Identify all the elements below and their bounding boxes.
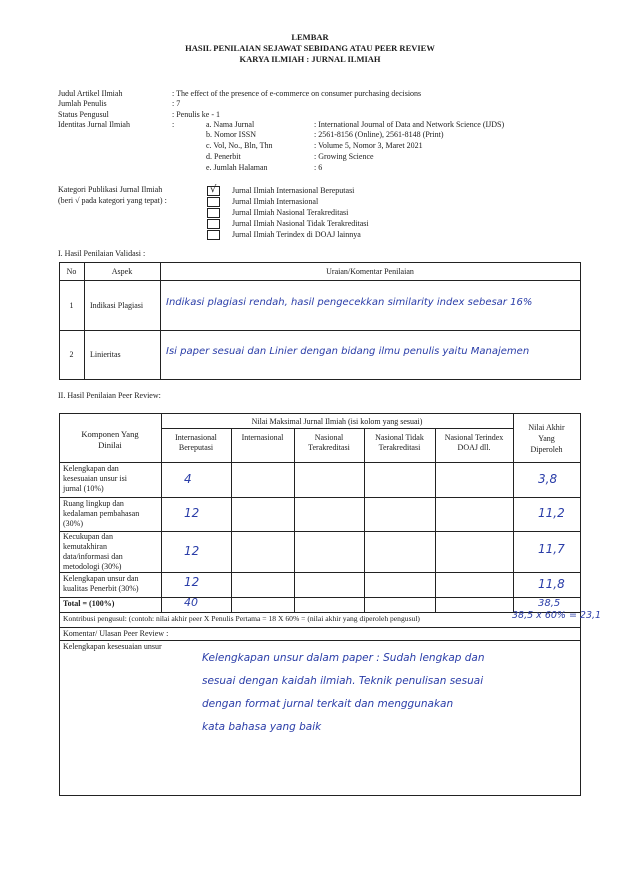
row-max-value: 12: [184, 544, 200, 558]
row-no: 1: [69, 301, 74, 310]
row-label: Ruang lingkup dan: [63, 499, 124, 508]
kategori-label: Kategori Publikasi Jurnal Ilmiah: [58, 185, 163, 194]
kategori-hint: (beri √ pada kategori yang tepat) :: [58, 196, 167, 205]
subcol-tidak-terakreditasi-2: Terakreditasi: [378, 443, 421, 452]
komentar-line: kata bahasa yang baik: [202, 721, 322, 733]
nilai-akhir-header-2: Yang: [538, 434, 555, 443]
checkbox-doaj[interactable]: [207, 230, 220, 240]
row-final-value: 11,8: [538, 577, 565, 591]
row-max-value: 4: [184, 472, 192, 486]
status-pengusul-label: Status Pengusul: [58, 110, 109, 119]
jumlah-halaman-label: e. Jumlah Halaman: [206, 163, 268, 172]
row-label: Kecukupan dan: [63, 532, 113, 541]
subcol-int-bereputasi-1: Internasional: [175, 433, 217, 442]
volume-label: c. Vol, No., Bln, Thn: [206, 141, 273, 150]
header-lembar: LEMBAR: [291, 32, 329, 42]
col-no: No: [66, 267, 77, 276]
status-pengusul-value: : Penulis ke - 1: [172, 110, 220, 119]
judul-label: Judul Artikel Ilmiah: [58, 89, 123, 98]
row-label: kesesuaian unsur isi: [63, 474, 127, 483]
komponen-header-1: Komponen Yang: [81, 429, 139, 439]
jumlah-halaman-value: : 6: [314, 163, 323, 172]
nilai-max-header: Nilai Maksimal Jurnal Ilmiah (isi kolom yang sesuai): [251, 417, 423, 426]
penerbit-value: : Growing Science: [314, 152, 374, 161]
row-label: kemutakhiran: [63, 542, 107, 551]
checkbox-nasional-terakreditasi[interactable]: [207, 208, 220, 218]
komentar-sub: Kelengkapan kesesuaian unsur: [63, 642, 162, 651]
row-aspek: Linieritas: [90, 350, 121, 359]
row-label: (30%): [63, 519, 83, 528]
subcol-nasional-2: Terakreditasi: [308, 443, 350, 452]
identitas-label: Identitas Jurnal Ilmiah: [58, 120, 130, 129]
checkbox-internasional[interactable]: [207, 197, 220, 207]
total-label: Total = (100%): [63, 599, 115, 608]
volume-value: : Volume 5, Nomor 3, Maret 2021: [314, 141, 423, 150]
penerbit-label: d. Penerbit: [206, 152, 241, 161]
subcol-tidak-terakreditasi-1: Nasional Tidak: [375, 433, 424, 442]
komentar-title: Komentar/ Ulasan Peer Review :: [63, 629, 169, 638]
row-label: Kelengkapan dan: [63, 464, 119, 473]
nilai-akhir-header-3: Diperoleh: [530, 445, 563, 454]
row-label: data/informasi dan: [63, 552, 123, 561]
row-label: kualitas Penerbit (30%): [63, 584, 139, 593]
row-final-value: 11,7: [538, 542, 565, 556]
row-final-value: 11,2: [538, 506, 565, 520]
subcol-doaj-2: DOAJ dll.: [457, 443, 491, 452]
nilai-akhir-header-1: Nilai Akhir: [528, 423, 565, 432]
option-nasional-terakreditasi: Jurnal Ilmiah Nasional Terakreditasi: [232, 208, 349, 217]
subcol-internasional: Internasional: [241, 433, 284, 442]
option-doaj: Jurnal Ilmiah Terindex di DOAJ lainnya: [232, 230, 361, 239]
judul-value: : The effect of the presence of e-commerce on consumer purchasing decisions: [172, 89, 422, 98]
komentar-line: Kelengkapan unsur dalam paper : Sudah lengkap dan: [202, 652, 485, 664]
option-internasional-bereputasi: Jurnal Ilmiah Internasional Bereputasi: [232, 186, 355, 195]
kontribusi-text: Kontribusi pengusul: (contoh: nilai akhir peer X Penulis Pertama = 18 X 60% = (nilai akhir yang diperoleh pengusul): [63, 614, 420, 623]
row-final-value: 3,8: [538, 472, 558, 486]
komponen-header-2: Dinilai: [98, 440, 122, 450]
option-internasional: Jurnal Ilmiah Internasional: [232, 197, 319, 206]
row-max-value: 12: [184, 506, 200, 520]
row-comment: Indikasi plagiasi rendah, hasil pengecekkan similarity index sebesar 16%: [166, 297, 533, 308]
kontribusi-value: 38,5 x 60% = 23,1: [512, 610, 602, 621]
identitas-colon: :: [172, 120, 175, 129]
jumlah-penulis-label: Jumlah Penulis: [58, 99, 107, 108]
row-max-value: 12: [184, 575, 200, 589]
row-label: Kelengkapan unsur dan: [63, 574, 139, 583]
row-label: metodologi (30%): [63, 562, 122, 571]
issn-value: : 2561-8156 (Online), 2561-8148 (Print): [314, 130, 444, 139]
header-subtitle: KARYA ILMIAH : JURNAL ILMIAH: [239, 54, 381, 64]
col-aspek: Aspek: [111, 267, 133, 276]
row-label: jurnal (10%): [63, 484, 104, 493]
row-no: 2: [69, 350, 74, 359]
total-final-value: 38,5: [538, 598, 561, 609]
subcol-nasional-1: Nasional: [314, 433, 344, 442]
check-icon: √: [210, 184, 217, 195]
nama-jurnal-label: a. Nama Jurnal: [206, 120, 255, 129]
header-title: HASIL PENILAIAN SEJAWAT SEBIDANG ATAU PEER REVIEW: [185, 43, 435, 53]
option-nasional-tidak-terakreditasi: Jurnal Ilmiah Nasional Tidak Terakreditasi: [232, 219, 369, 228]
row-label: kedalaman pembahasan: [63, 509, 140, 518]
checkbox-nasional-tidak-terakreditasi[interactable]: [207, 219, 220, 229]
validasi-title: I. Hasil Penilaian Validasi :: [58, 249, 146, 258]
total-max-value: 40: [184, 596, 198, 609]
komentar-line: dengan format jurnal terkait dan menggunakan: [202, 698, 454, 710]
checkbox-internasional-bereputasi[interactable]: [207, 186, 220, 196]
issn-label: b. Nomor ISSN: [206, 130, 257, 139]
subcol-int-bereputasi-2: Bereputasi: [178, 443, 214, 452]
subcol-doaj-1: Nasional Terindex: [444, 433, 504, 442]
komentar-line: sesuai dengan kaidah ilmiah. Teknik penulisan sesuai: [202, 675, 484, 687]
nama-jurnal-value: : International Journal of Data and Network Science (IJDS): [314, 120, 505, 129]
row-aspek: Indikasi Plagiasi: [90, 301, 144, 310]
row-comment: Isi paper sesuai dan Linier dengan bidang ilmu penulis yaitu Manajemen: [166, 346, 530, 357]
peer-title: II. Hasil Penilaian Peer Review:: [58, 391, 161, 400]
col-uraian: Uraian/Komentar Penilaian: [326, 267, 414, 276]
jumlah-penulis-value: : 7: [172, 99, 181, 108]
